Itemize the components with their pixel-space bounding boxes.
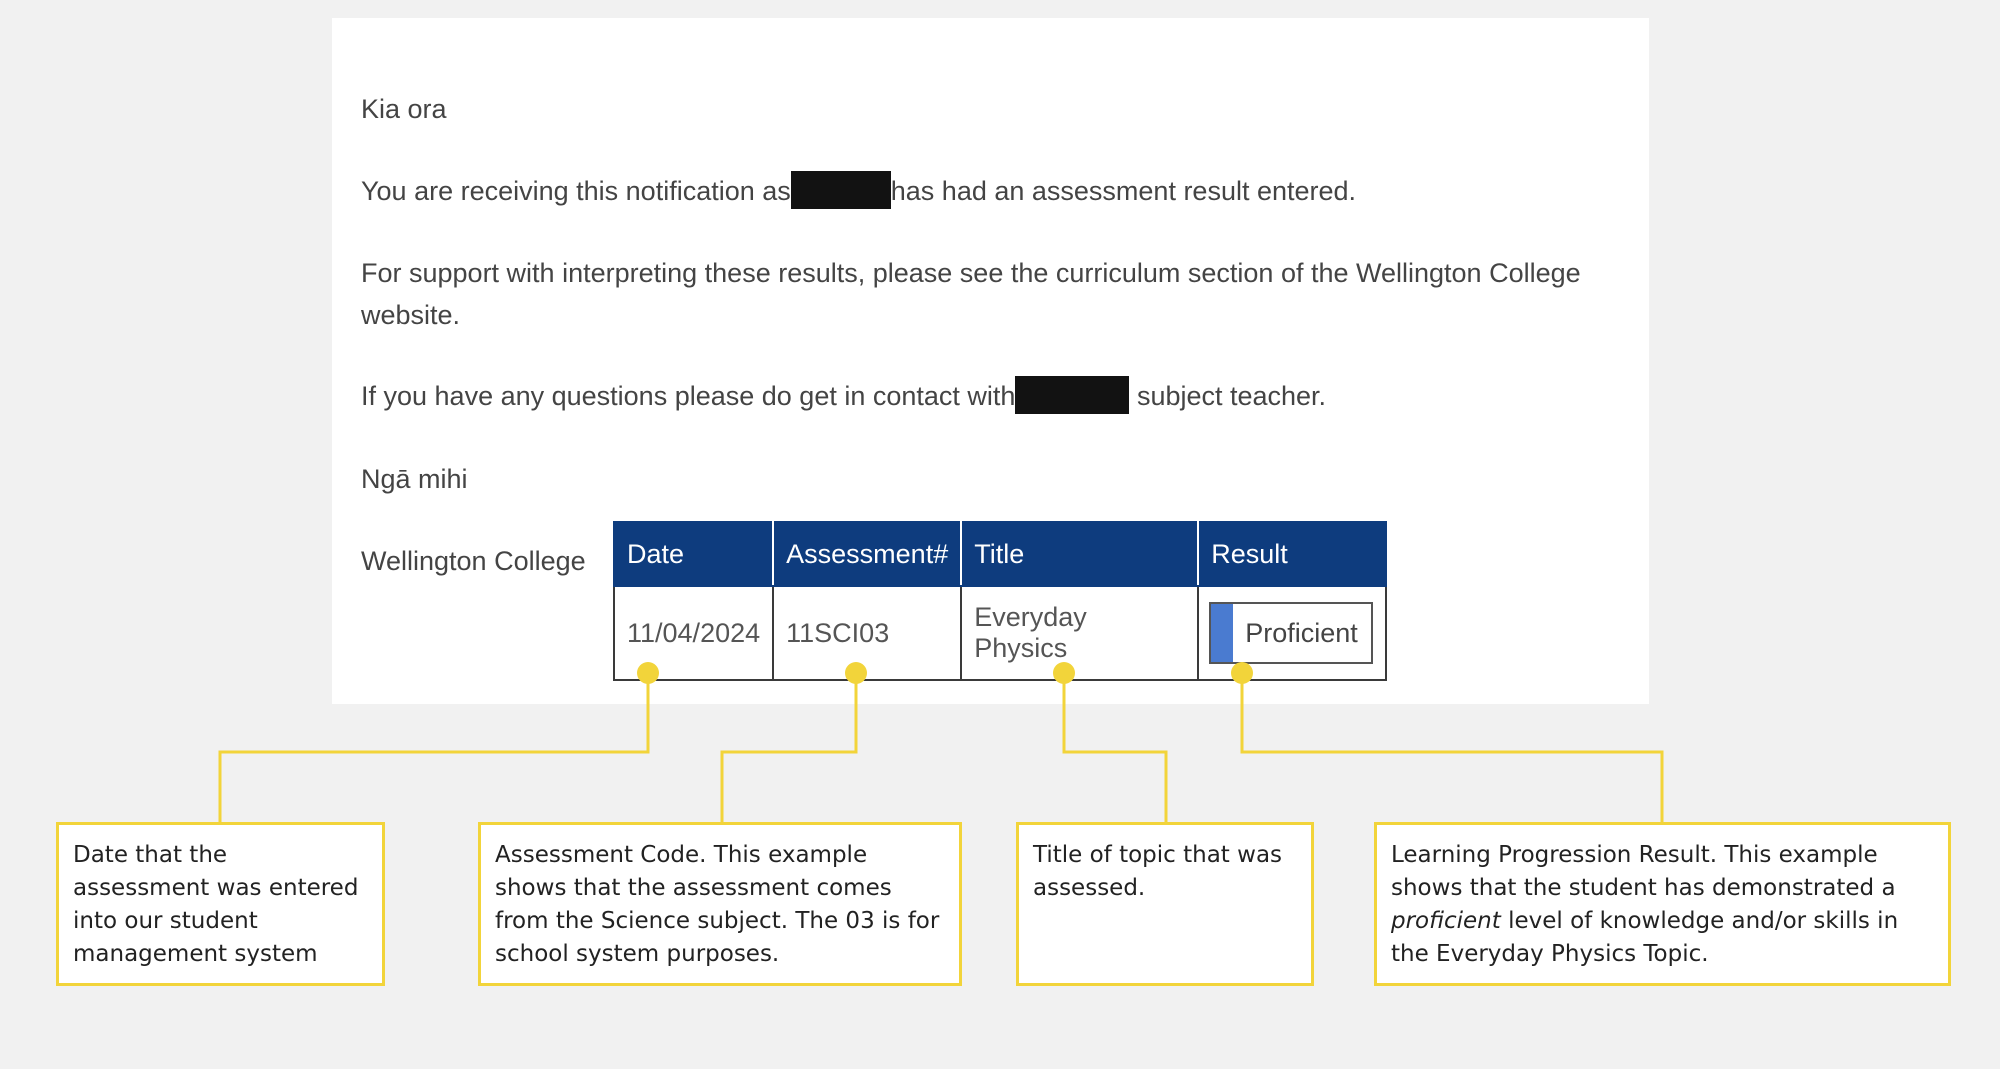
cell-title: Everyday Physics [961,586,1198,680]
marker-code [845,662,867,684]
callout-date-text: Date that the assessment was entered into our student management system [73,842,359,967]
support-line: For support with interpreting these results, please see the curriculum section of the Wellington College website. [361,258,1581,330]
signoff: Ngā mihi [361,464,468,494]
callout-assessment-code [478,822,962,986]
callout-date [56,822,385,986]
connector-title [1064,673,1166,822]
callout-code-text: Assessment Code. This example shows that the assessment comes from the Science subject. The 03 is for school system purposes. [495,842,940,967]
cell-assessment-code: 11SCI03 [773,586,961,680]
callout-title [1016,822,1314,986]
callout-result-text-start: Learning Progression Result. This example shows that the student has demonstrated a [1391,842,1896,901]
contact-text-end: subject teacher. [1136,381,1327,411]
connector-result [1242,673,1662,822]
connector-date [220,673,648,822]
callout-title-text: Title of topic that was assessed. [1033,842,1283,901]
marker-result [1231,662,1253,684]
notification-text-end: has had an assessment result entered. [890,176,1357,206]
greeting: Kia ora [361,94,447,124]
result-label: Proficient [1245,617,1358,648]
marker-title [1053,662,1075,684]
header-assessment: Assessment# [773,522,961,586]
callout-result-text-end: level of knowledge and/or skills in the Everyday Physics Topic. [1391,908,1899,967]
signature: Wellington College [361,546,586,576]
marker-date [637,662,659,684]
header-date: Date [614,522,773,586]
callout-result-text [1391,839,1934,971]
notification-text-start: You are receiving this notification as [361,176,791,206]
connector-code [722,673,856,822]
header-result: Result [1198,522,1386,586]
callout-result-emphasis: proficient [1391,908,1501,934]
contact-text-start: If you have any questions please do get in contact with [361,381,1016,411]
cell-date: 11/04/2024 [614,586,773,680]
header-title: Title [961,522,1198,586]
callout-result [1374,822,1951,986]
